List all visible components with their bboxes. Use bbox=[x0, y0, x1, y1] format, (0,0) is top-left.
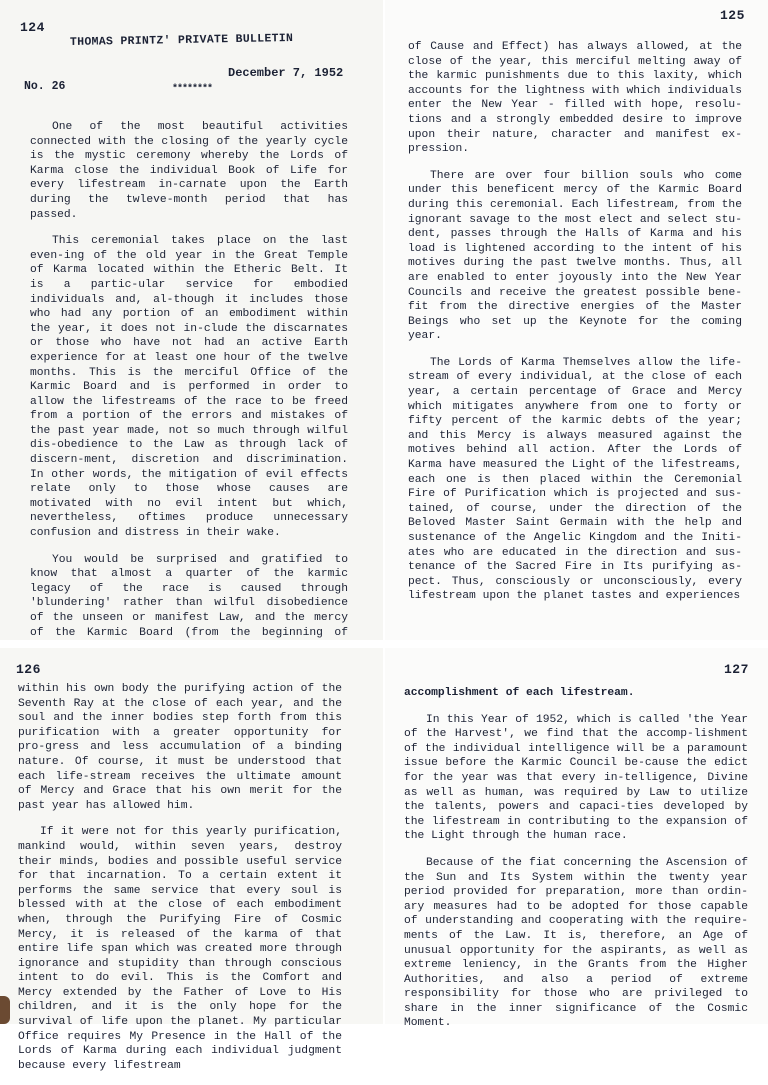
paragraph: This ceremonial takes place on the last even-ing of the old year in the Great Temple of Karma located within the Etheric Belt. It is a partic-ular service for embodied individuals and, al-though it includes those who had any portion of an embodiment within the year, it does not in-clude the discarnates or those who have not had an active Earth experience for at least one hour of the twelve months. This is the merciful Office of the Karmic Board and is performed in order to allow the lifestreams of the race to be freed from a portion of the errors and mistakes of the past year made, not so much through wilful dis-obedience to the Law as through lack of discern-ment, discretion and discrimination. In other words, the mitigation of evil effects relate only to those whose causes are motivated with no evil intent but which, nevertheless, oftimes produce unnecessary confusion and distress in their wake. bbox=[30, 235, 348, 540]
page-gutter-vertical bbox=[383, 0, 385, 1024]
page-number: 127 bbox=[724, 662, 749, 677]
paragraph: The Lords of Karma Themselves allow the life-stream of every individual, at the close of each year, a certain percentage of Grace and Mercy which mitigates anywhere from one to forty or fifty percent of the karmic debts of the year; and this Mercy is always measured against the motives behind all action. After the Lords of Karma have measured the Light of the lifestreams, each one is then placed within the Ceremonial Fire of Purification which is projected and sus-tained, of course, under the direction of the Beloved Master Saint Germain with the help and sustenance of the Angelic Kingdom and the Initi-ates who are educated in the direction and sus-tenance of the Sacred Fire in Its purifying as-pect. Thus, consciously or unconsciously, every lifestream upon the planet tastes and experiences bbox=[408, 356, 742, 603]
paragraph: You would be surprised and gratified to know that almost a quarter of the karmic legacy of the race is caused through 'blundering' rather than wilful disobedience of the unseen or manifest Law, and the mercy of the Karmic Board (from the beginning of bbox=[30, 553, 348, 639]
text-column bbox=[30, 120, 348, 667]
paragraph: One of the most beautiful activities connected with the closing of the yearly cycle is the mystic ceremony whereby the Lords of Karma close the individual Book of Life for every lifestream in-carnate upon the Earth during the twleve-month period that has passed. bbox=[30, 121, 348, 221]
text-column bbox=[404, 686, 748, 1043]
paragraph: Because of the fiat concerning the Ascension of the Sun and Its System within the twenty year period provided for preparation, more than ordin-ary measures had to be adopted for those capable of understanding and cooperating with the require-ments of the Law. It is, therefore, an Age of unusual opportunity for the aspirants, as well as extreme leniency, in the Grants from the Higher Authorities, and also a period of extreme responsibility for those who are privileged to share in the inner significance of the Cosmic Moment. bbox=[404, 856, 748, 1030]
bulletin-title: THOMAS PRINTZ' PRIVATE BULLETIN bbox=[69, 32, 294, 49]
separator: ******** bbox=[172, 84, 213, 95]
text-column bbox=[408, 40, 742, 616]
page-number: 126 bbox=[16, 662, 41, 677]
paragraph: of Cause and Effect) has always allowed, at the close of the year, this merciful melting away of the karmic punishments due to this laxity, which accounts for the lightness with which individuals enter the New Year - filled with hope, resolu-tions and a strongly embedded desire to improve upon their nature, character and manifest ex-pression. bbox=[408, 41, 742, 156]
paragraph: accomplishment of each lifestream. bbox=[404, 687, 635, 699]
paragraph: If it were not for this yearly purification, mankind would, within seven years, destroy their minds, bodies and possible useful service for that incarnation. To a certain extent it performs the same service that every soul is blessed with at the close of each embodiment when, through the Purifying Fire of Cosmic Mercy, it is released of the karma of that entire life span which was created more through ignorance and stupidity than through conscious intent to do evil. This is the Comfort and Mercy extended by the Father of Love to His children, and it is the only hope for the survival of life upon the planet. My particular Office requires My Presence in the Hall of the Lords of Karma during each individual judgment because every lifestream bbox=[18, 826, 342, 1072]
page-number: 124 bbox=[20, 20, 45, 35]
page-126 bbox=[0, 648, 384, 1072]
finger-edge bbox=[0, 996, 10, 1024]
bulletin-date: December 7, 1952 bbox=[228, 66, 344, 80]
page-127 bbox=[384, 648, 768, 1030]
paragraph: There are over four billion souls who come under this beneficent mercy of the Karmic Board during this ceremonial. Each lifestream, from the ignorant savage to the most elect and select stu-dent, passes through the Halls of Karma and his load is lightened according to the intent of his motives during the past twelve months. Thus, all are enabled to enter joyously into the New Year Councils and receive the greatest possible bene-fit from the directive energies of the Master Beings who set up the Keynote for the coming year. bbox=[408, 169, 742, 343]
text-column bbox=[18, 682, 342, 1085]
paragraph: within his own body the purifying action of the Seventh Ray at the close of each year, and the soul and the inner bodies step forth from this purification with a greater opportunity for pro-gress and less accumulation of a binding nature. Of course, it must be understood that each life-stream receives the ultimate amount of Mercy and Grace that his own merit for the past year has allowed him. bbox=[18, 683, 342, 812]
paragraph: In this Year of 1952, which is called 'the Year of the Harvest', we find that the accomp-lishment of the individual intelligence will be a paramount issue before the Karmic Council be-cause the edict for the year was that every in-telligence, Divine as well as human, was required by Law to utilize the talents, powers and capaci-ties developed by the lifestream in contributing to the expansion of the Light through the human race. bbox=[404, 713, 748, 843]
issue-number: No. 26 bbox=[24, 80, 66, 93]
page-125 bbox=[384, 0, 768, 640]
page-124 bbox=[0, 0, 384, 640]
page-number: 125 bbox=[720, 8, 745, 23]
